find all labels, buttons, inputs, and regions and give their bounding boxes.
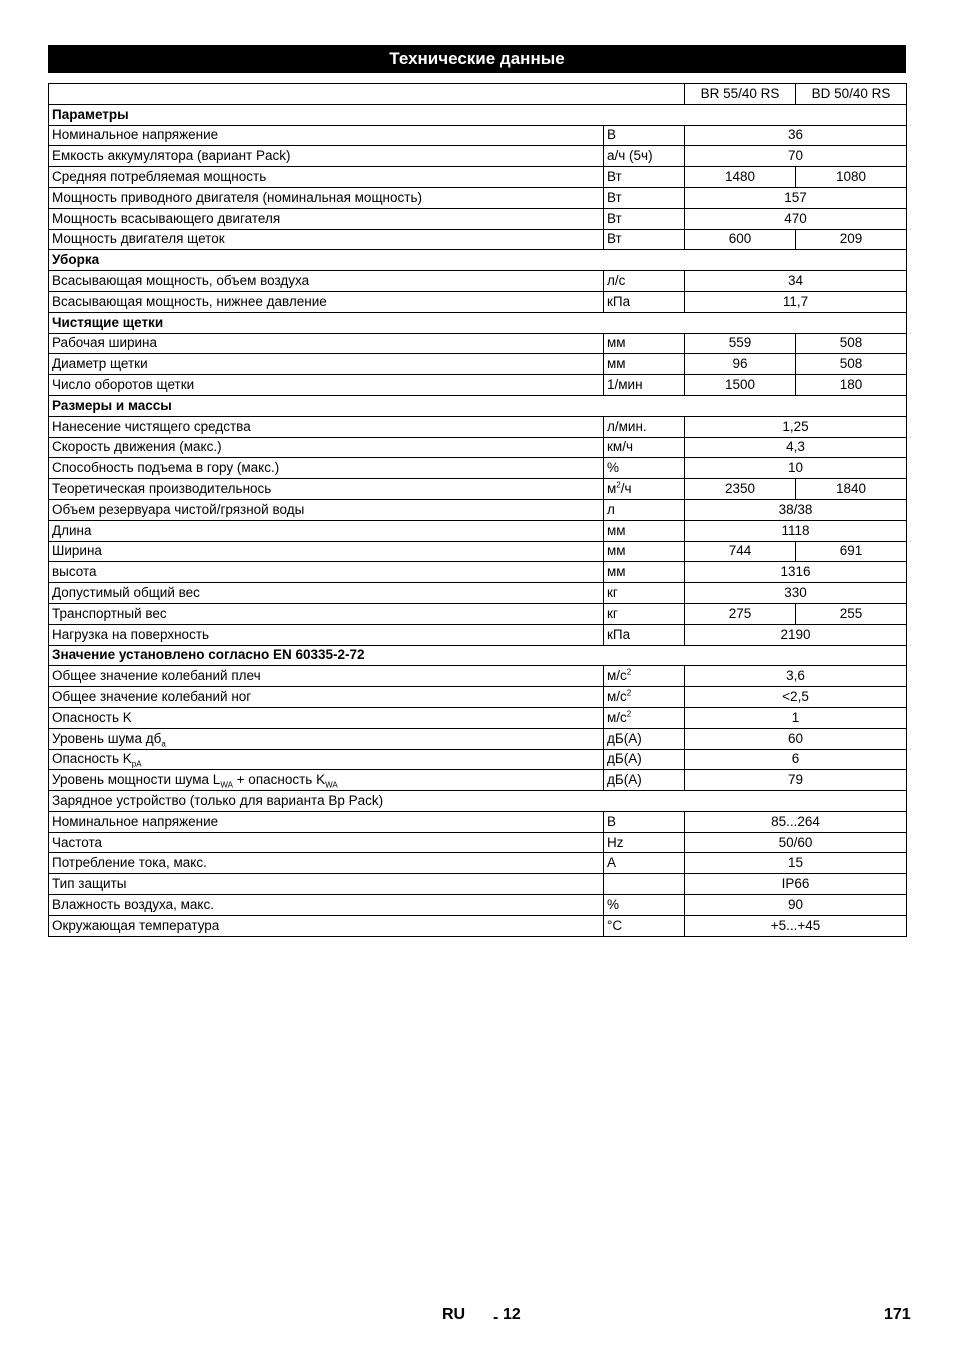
- section-title: Параметры: [49, 104, 907, 125]
- unit-cell: [604, 541, 685, 562]
- param-label: Транспортный вес: [52, 605, 167, 621]
- param-label: высота: [52, 564, 97, 580]
- unit-superscript: 2: [626, 667, 632, 677]
- unit-label: Вт: [607, 189, 622, 205]
- unit-label: Вт: [607, 169, 622, 185]
- value-shared-cell: +5...+45: [685, 915, 907, 936]
- model-header-br: BR 55/40 RS: [685, 84, 796, 105]
- table-row: [49, 853, 907, 874]
- param-label: Скорость движения (макс.): [52, 439, 222, 455]
- param-label: Всасывающая мощность, объем воздуха: [52, 273, 310, 289]
- unit-cell: [604, 479, 685, 500]
- param-label-cell: [49, 583, 604, 604]
- value-bd-cell: 508: [796, 354, 907, 375]
- unit-label: %: [607, 896, 620, 912]
- param-label: Нагрузка на поверхность: [52, 626, 210, 642]
- value-shared-cell: 1: [685, 707, 907, 728]
- table-row: [49, 874, 907, 895]
- unit-cell: [604, 458, 685, 479]
- unit-cell: [604, 229, 685, 250]
- unit-label-tail: /ч: [620, 481, 632, 497]
- unit-cell: [604, 666, 685, 687]
- table-row: [49, 895, 907, 916]
- tech-data-body: [49, 84, 907, 937]
- value-shared-cell: 470: [685, 208, 907, 229]
- value-shared-cell: IP66: [685, 874, 907, 895]
- param-label: Емкость аккумулятора (вариант Pack): [52, 148, 291, 164]
- footer-lang: RU: [442, 1306, 466, 1323]
- section-header-row: [49, 104, 907, 125]
- table-row: [49, 479, 907, 500]
- param-label: Ширина: [52, 543, 102, 559]
- param-label-cell: [49, 811, 604, 832]
- unit-superscript: 2: [616, 480, 621, 490]
- value-shared-cell: 90: [685, 895, 907, 916]
- unit-label: кПа: [607, 293, 631, 309]
- table-row: [49, 229, 907, 250]
- param-label: Потребление тока, макс.: [52, 855, 207, 871]
- param-label-cell: [49, 832, 604, 853]
- section-header-row: [49, 312, 907, 333]
- param-label: Способность подъема в гору (макс.): [52, 460, 280, 476]
- param-label: Длина: [52, 522, 92, 538]
- unit-cell: [604, 499, 685, 520]
- table-row: [49, 583, 907, 604]
- value-shared-cell: 15: [685, 853, 907, 874]
- param-label-cell: [49, 562, 604, 583]
- value-bd-cell: 255: [796, 603, 907, 624]
- value-shared-cell: 34: [685, 271, 907, 292]
- unit-label: Hz: [607, 834, 624, 850]
- unit-cell: [604, 187, 685, 208]
- param-label-cell: [49, 291, 604, 312]
- unit-label: мм: [607, 356, 626, 372]
- value-br-cell: 1480: [685, 167, 796, 188]
- table-row: [49, 458, 907, 479]
- footer-section-page: 12: [503, 1306, 521, 1323]
- param-label-cell: [49, 770, 604, 791]
- value-bd-cell: 180: [796, 375, 907, 396]
- table-header-row: [49, 84, 907, 105]
- param-label-subscript: WA: [220, 780, 233, 790]
- param-label-cell: [49, 437, 604, 458]
- unit-superscript: 2: [626, 688, 632, 698]
- table-row: [49, 499, 907, 520]
- param-label-cell: [49, 208, 604, 229]
- value-br-cell: 559: [685, 333, 796, 354]
- unit-label: км/ч: [607, 439, 633, 455]
- param-label-subscript: WA: [325, 780, 338, 790]
- param-label: Номинальное напряжение: [52, 127, 219, 143]
- value-shared-cell: 2190: [685, 624, 907, 645]
- table-row: [49, 666, 907, 687]
- unit-label: В: [607, 127, 617, 143]
- section-title: Уборка: [49, 250, 907, 271]
- value-shared-cell: 11,7: [685, 291, 907, 312]
- table-row: [49, 146, 907, 167]
- unit-label: Вт: [607, 210, 622, 226]
- param-label: Общее значение колебаний ног: [52, 689, 252, 704]
- value-shared-cell: 3,6: [685, 666, 907, 687]
- param-label: Опасность K: [52, 751, 132, 767]
- param-label: Влажность воздуха, макс.: [52, 896, 214, 912]
- param-label: Объем резервуара чистой/грязной воды: [52, 501, 305, 517]
- param-label-cell: [49, 271, 604, 292]
- unit-label: мм: [607, 543, 626, 559]
- unit-cell: [604, 562, 685, 583]
- unit-cell: [604, 811, 685, 832]
- unit-cell: [604, 333, 685, 354]
- unit-label: 1/мин: [607, 377, 643, 393]
- param-label: Нанесение чистящего средства: [52, 418, 251, 434]
- param-label-continued: + опасность K: [232, 772, 326, 788]
- param-label: Уровень мощности шума L: [52, 772, 221, 788]
- param-label: Мощность приводного двигателя (номинальная мощность): [52, 189, 422, 205]
- unit-label: °C: [607, 917, 623, 933]
- unit-cell: [604, 291, 685, 312]
- param-label-cell: [49, 624, 604, 645]
- value-br-cell: 744: [685, 541, 796, 562]
- unit-cell: [604, 603, 685, 624]
- unit-label: мм: [607, 522, 626, 538]
- param-label: Допустимый общий вес: [52, 585, 200, 601]
- unit-label: %: [607, 460, 620, 476]
- section-header-row: [49, 395, 907, 416]
- param-label-cell: [49, 354, 604, 375]
- param-label: Уровень шума дб: [52, 730, 162, 746]
- value-shared-cell: 330: [685, 583, 907, 604]
- unit-label: мм: [607, 564, 626, 580]
- section-title: Размеры и массы: [49, 395, 907, 416]
- unit-label: Вт: [607, 231, 622, 247]
- unit-label: дБ(A): [607, 772, 642, 788]
- unit-cell: [604, 167, 685, 188]
- unit-label: а/ч (5ч): [607, 148, 653, 164]
- unit-cell: [604, 687, 685, 708]
- value-shared-cell: <2,5: [685, 687, 907, 708]
- unit-cell: [604, 624, 685, 645]
- value-shared-cell: 38/38: [685, 499, 907, 520]
- param-label-cell: [49, 146, 604, 167]
- param-label: Теоретическая производительнось: [52, 481, 272, 497]
- param-label-cell: [49, 728, 604, 749]
- value-shared-cell: 70: [685, 146, 907, 167]
- unit-label: мм: [607, 335, 626, 351]
- param-label-cell: [49, 520, 604, 541]
- unit-label: В: [607, 813, 617, 829]
- param-label: Общее значение колебаний плеч: [52, 668, 261, 684]
- unit-label: м/с: [607, 709, 627, 725]
- value-shared-cell: 1118: [685, 520, 907, 541]
- section-header-row: [49, 791, 907, 812]
- param-label-cell: [49, 187, 604, 208]
- unit-cell: [604, 895, 685, 916]
- unit-cell: [604, 416, 685, 437]
- value-shared-cell: 1,25: [685, 416, 907, 437]
- unit-label: кПа: [607, 626, 631, 642]
- param-label-cell: [49, 874, 604, 895]
- value-shared-cell: 6: [685, 749, 907, 770]
- unit-cell: [604, 208, 685, 229]
- param-label-subscript: a: [161, 739, 166, 749]
- table-row: [49, 541, 907, 562]
- section-header-row: [49, 250, 907, 271]
- param-label: Рабочая ширина: [52, 335, 157, 351]
- value-bd-cell: 1080: [796, 167, 907, 188]
- unit-cell: [604, 354, 685, 375]
- value-shared-cell: 157: [685, 187, 907, 208]
- table-row: [49, 208, 907, 229]
- value-shared-cell: 60: [685, 728, 907, 749]
- param-label: Номинальное напряжение: [52, 813, 219, 829]
- unit-cell: [604, 728, 685, 749]
- param-label-cell: [49, 707, 604, 728]
- value-shared-cell: 4,3: [685, 437, 907, 458]
- unit-label: м/с: [607, 668, 627, 684]
- param-label-cell: [49, 895, 604, 916]
- unit-label: A: [607, 855, 617, 871]
- param-label-cell: [49, 666, 604, 687]
- table-row: [49, 354, 907, 375]
- table-row: [49, 187, 907, 208]
- value-shared-cell: 1316: [685, 562, 907, 583]
- unit-label: кг: [607, 605, 618, 621]
- value-shared-cell: 10: [685, 458, 907, 479]
- param-label: Окружающая температура: [52, 917, 220, 933]
- value-br-cell: 275: [685, 603, 796, 624]
- param-label-cell: [49, 333, 604, 354]
- param-label-cell: [49, 167, 604, 188]
- unit-cell: [604, 375, 685, 396]
- table-row: [49, 707, 907, 728]
- unit-label: л: [607, 501, 615, 517]
- value-shared-cell: 36: [685, 125, 907, 146]
- model-header-bd: BD 50/40 RS: [796, 84, 907, 105]
- table-row: [49, 915, 907, 936]
- unit-cell: [604, 146, 685, 167]
- unit-cell: [604, 770, 685, 791]
- param-label-cell: [49, 603, 604, 624]
- value-bd-cell: 1840: [796, 479, 907, 500]
- tech-data-table: [48, 83, 907, 937]
- table-row: [49, 437, 907, 458]
- param-label: Всасывающая мощность, нижнее давление: [52, 293, 327, 309]
- unit-cell: [604, 707, 685, 728]
- value-br-cell: 96: [685, 354, 796, 375]
- table-row: [49, 770, 907, 791]
- param-label: Мощность всасывающего двигателя: [52, 210, 281, 226]
- unit-label: м/с: [607, 689, 627, 704]
- section-title: Чистящие щетки: [49, 312, 907, 333]
- header-empty-cell: [49, 84, 685, 105]
- unit-label: м: [607, 481, 617, 497]
- table-row: [49, 167, 907, 188]
- param-label-cell: [49, 853, 604, 874]
- param-label-cell: [49, 749, 604, 770]
- value-shared-cell: 50/60: [685, 832, 907, 853]
- param-label-cell: [49, 541, 604, 562]
- param-label-cell: [49, 229, 604, 250]
- unit-superscript: 2: [626, 709, 632, 719]
- section-header-row: [49, 645, 907, 666]
- param-label-cell: [49, 125, 604, 146]
- param-label-cell: [49, 416, 604, 437]
- param-label-cell: [49, 375, 604, 396]
- table-row: [49, 125, 907, 146]
- unit-cell: [604, 874, 685, 895]
- unit-cell: [604, 271, 685, 292]
- unit-label: дБ(A): [607, 730, 642, 746]
- unit-cell: [604, 125, 685, 146]
- value-br-cell: 1500: [685, 375, 796, 396]
- table-row: [49, 271, 907, 292]
- value-bd-cell: 691: [796, 541, 907, 562]
- param-label-subscript: pA: [131, 760, 142, 770]
- page-title: Технические данные: [48, 45, 906, 73]
- unit-cell: [604, 437, 685, 458]
- unit-cell: [604, 832, 685, 853]
- unit-label: дБ(A): [607, 751, 642, 767]
- unit-label: л/с: [607, 273, 626, 289]
- section-title: Значение установлено согласно EN 60335-2-72: [49, 645, 907, 666]
- table-row: [49, 811, 907, 832]
- param-label: Мощность двигателя щеток: [52, 231, 225, 247]
- value-br-cell: 600: [685, 229, 796, 250]
- table-row: [49, 832, 907, 853]
- unit-cell: [604, 749, 685, 770]
- param-label: Средняя потребляемая мощность: [52, 169, 267, 185]
- table-row: [49, 416, 907, 437]
- unit-label: л/мин.: [607, 418, 647, 434]
- footer-page-number: 171: [884, 1306, 911, 1323]
- param-label-cell: [49, 479, 604, 500]
- unit-cell: [604, 520, 685, 541]
- table-row: [49, 562, 907, 583]
- value-shared-cell: 79: [685, 770, 907, 791]
- unit-cell: [604, 915, 685, 936]
- table-row: [49, 603, 907, 624]
- value-bd-cell: 209: [796, 229, 907, 250]
- value-br-cell: 2350: [685, 479, 796, 500]
- param-label: Частота: [52, 834, 103, 850]
- param-label: Тип защиты: [52, 876, 127, 892]
- param-label: Диаметр щетки: [52, 356, 148, 372]
- param-label-cell: [49, 915, 604, 936]
- table-row: [49, 520, 907, 541]
- unit-cell: [604, 583, 685, 604]
- section-title: Зарядное устройство (только для варианта Bp Pack): [49, 791, 907, 812]
- table-row: [49, 687, 907, 708]
- table-row: [49, 375, 907, 396]
- unit-label: кг: [607, 585, 618, 601]
- value-shared-cell: 85...264: [685, 811, 907, 832]
- param-label-cell: [49, 458, 604, 479]
- unit-cell: [604, 853, 685, 874]
- param-label-cell: [49, 687, 604, 708]
- table-row: [49, 291, 907, 312]
- param-label: Число оборотов щетки: [52, 377, 195, 393]
- value-bd-cell: 508: [796, 333, 907, 354]
- table-row: [49, 333, 907, 354]
- table-row: [49, 749, 907, 770]
- param-label-cell: [49, 499, 604, 520]
- footer-dash: -: [493, 1309, 499, 1326]
- table-row: [49, 728, 907, 749]
- table-row: [49, 624, 907, 645]
- param-label: Опасность K: [52, 709, 132, 725]
